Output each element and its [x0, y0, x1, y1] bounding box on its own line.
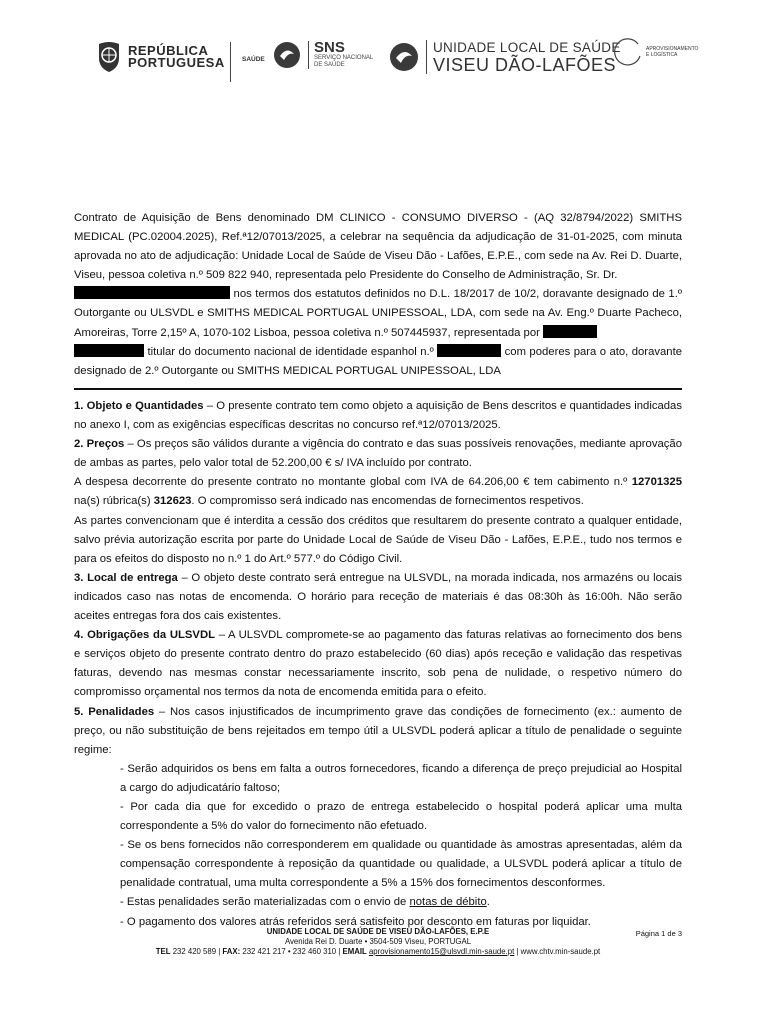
clause-3-title: 3. Local de entrega: [74, 571, 178, 584]
clause-2-title: 2. Preços: [74, 438, 125, 451]
budget-text-a: A despesa decorrente do presente contrato no montante global com IVA de 64.206,00 € tem cabimento n.º: [74, 476, 632, 489]
email-label: EMAIL: [342, 947, 367, 956]
clause-1-text: – O presente contrato tem como objeto a aquisição de Bens descritos e quantidades indicadas no anexo I, com as exigências específicas descritas no concurso ref.ª12/07013/2025.: [74, 400, 682, 432]
contract-clauses: [74, 397, 682, 932]
intro-text-4: com poderes para o ato, doravante designado de 2.º Outorgante ou SMITHS MEDICAL PORTUGAL UNIPESSOAL, LDA: [74, 345, 682, 377]
redacted-id-number: [437, 344, 501, 357]
redacted-name-2: [543, 325, 597, 338]
tel-label: TEL: [155, 947, 171, 956]
clause-3-text: – O objeto deste contrato será entregue na ULSVDL, na morada indicada, nos armazéns ou locais indicados caso nas notas de encomenda. O horário para receção de materiais é das 08:30h às 16:00h. Não serão aceites entregas fora dos cais existentes.: [74, 571, 682, 623]
sns-sub1: SERVIÇO NACIONAL: [314, 55, 374, 61]
page-footer: [74, 927, 682, 957]
clause-2-budget: [74, 473, 682, 511]
section-divider: [74, 388, 682, 390]
sns-logo: [272, 40, 373, 70]
redacted-name-1: [74, 286, 230, 299]
penalty-item: - Se os bens fornecidos não corresponderem em qualidade ou quantidade às amostras apresentadas, além da compensação correspondente à reposição da quantidade ou qualidade, a ULSVDL poderá aplicar a título de penalidade contratual, uma multa correspondente a 5% a 15% dos fornecimentos desconformes.: [120, 839, 682, 890]
ulsvdl-circle-icon: [388, 41, 420, 73]
sns-circle-icon: [272, 40, 302, 70]
armillary-sphere-icon: [96, 40, 122, 74]
clause-4-title: 4. Obrigações da ULSVDL: [74, 629, 216, 642]
penalty-item: - O pagamento dos valores atrás referidos será satisfeito por desconto em faturas por liquidar.: [120, 915, 591, 928]
fax-value: 232 421 217 • 232 460 310 |: [240, 947, 343, 956]
ulsvdl-line2: VISEU DÃO-LAFÕES: [433, 55, 617, 75]
debit-notes-text: notas de débito: [409, 896, 487, 909]
clause-4-text: – A ULSVDL compromete-se ao pagamento das faturas relativas ao fornecimento dos bens e serviços objeto do presente contrato dentro do prazo estabelecido (60 dias) após receção e validação das respetivas faturas, devendo nas mesmas constar necessariamente inscrito, sob pena de nulidade, o respetivo número do compromisso orçamental nos termos da nota de encomenda emitida para o efeito.: [74, 629, 682, 699]
contract-intro: [74, 209, 682, 381]
clause-4: [74, 626, 682, 702]
clause-5-text: – Nos casos injustificados de incumprimento grave das condições de fornecimento (ex.: aumento de preço, ou não substituição de bens rejeitados em tempo útil a ULSVDL poderá aplicar a título de penalidade o seguinte regime:: [74, 705, 682, 756]
cabimento-number: 12701325: [631, 476, 682, 489]
clause-5-title: 5. Penalidades: [74, 705, 155, 718]
intro-text-2: nos termos dos estatutos definidos no D.L. 18/2017 de 10/2, doravante designado de 1.º Outorgante ou ULSVDL e SMITHS MEDICAL PORTUGAL UNIPESSOAL, LDA, com sede na Av. Eng.º Duarte Pacheco, Amoreiras, Torre 2,15º A, 1070-102 Lisboa, pessoa coletiva n.º 507445937, representada por: [74, 288, 682, 339]
sns-title: SNS: [314, 39, 345, 56]
clause-1: [74, 397, 682, 435]
fax-label: FAX:: [222, 947, 241, 956]
page-header: [92, 36, 699, 96]
email-link[interactable]: aprovisionamento15@ulsvdl.min-saude.pt: [368, 947, 515, 956]
clause-2: [74, 435, 682, 473]
penalty-item: - Por cada dia que for excedido o prazo de entrega estabelecido o hospital poderá aplicar uma multa correspondente a 5% do valor do fornecimento não efetuado.: [120, 800, 682, 833]
clause-5: [74, 703, 682, 760]
budget-text-c: . O compromisso será indicado nas encomendas de fornecimentos respetivos.: [191, 495, 584, 508]
header-divider: [230, 42, 231, 82]
aprov-line2: E LOGÍSTICA: [646, 52, 678, 58]
page-number: Página 1 de 3: [635, 929, 682, 938]
intro-paragraph: [74, 209, 682, 381]
republica-portuguesa-logo: [96, 40, 225, 74]
redacted-name-3: [74, 344, 144, 357]
intro-text-3: titular do documento nacional de identidade espanhol n.º: [144, 345, 438, 358]
republica-line2: PORTUGUESA: [128, 55, 225, 70]
footer-contacts: [74, 947, 682, 957]
penalty-item: [74, 893, 682, 912]
penalty-debit-end: .: [486, 896, 490, 909]
sns-sub2: DE SAÚDE: [314, 62, 345, 68]
republica-line1: REPÚBLICA: [128, 43, 209, 58]
tel-value: 232 420 589 |: [170, 947, 223, 956]
rubrica-number: 312623: [153, 495, 192, 508]
penalty-debit-text: - Estas penalidades serão materializadas com o envio de: [120, 896, 410, 909]
ulsvdl-line1: UNIDADE LOCAL DE SAÚDE: [433, 40, 621, 55]
clause-1-title: 1. Objeto e Quantidades: [74, 400, 204, 412]
clause-3: [74, 569, 682, 626]
website: | www.chtv.min-saude.pt: [514, 947, 601, 956]
footer-address: Avenida Rei D. Duarte • 3504-509 Viseu, PORTUGAL: [284, 937, 472, 946]
aprovisionamento-ring-icon: [612, 36, 644, 68]
clause-2-text: – Os preços são válidos durante a vigência do contrato e das suas possíveis renovações, mediante aprovação de ambas as partes, pelo valor total de 52.200,00 € s/ IVA incluído por contrato.: [74, 438, 682, 470]
clause-2-credit: As partes convencionam que é interdita a cessão dos créditos que resultarem do presente contrato a qualquer entidade, salvo prévia autorização escrita por parte do Unidade Local de Saúde de Viseu Dão - Lafões, E.P.E., tudo nos termos e para os efeitos do disposto no n.º 1 do Art.º 577.º do Código Civil.: [74, 514, 682, 565]
ulsvdl-logo: [388, 40, 621, 74]
aprovisionamento-logo: [612, 36, 698, 68]
footer-org: UNIDADE LOCAL DE SAÚDE DE VISEU DÃO-LAFÕES, E.P.E: [266, 927, 490, 936]
saude-label: SAÚDE: [242, 56, 265, 63]
penalty-item: - Serão adquiridos os bens em falta a outros fornecedores, ficando a diferença de preço prejudicial ao Hospital a cargo do adjudicatário faltoso;: [120, 762, 682, 794]
budget-text-b: na(s) rúbrica(s): [74, 495, 154, 508]
intro-text-1: Contrato de Aquisição de Bens denominado DM CLINICO - CONSUMO DIVERSO - (AQ 32/8794/2022) SMITHS MEDICAL (PC.02004.2025), Ref.ª12/07013/2025, a celebrar na sequência da adjudicação de 31-01-2025, com minuta aprovada no ato de adjudicação: Unidade Local de Saúde de Viseu Dão - Lafões, E.P.E., com sede na Av. Rei D. Duarte, Viseu, pessoa coletiva n.º 509 822 940, representada pelo Presidente do Conselho de Administração, Sr. Dr.: [74, 212, 682, 282]
aprov-line1: APROVISIONAMENTO: [646, 46, 699, 52]
